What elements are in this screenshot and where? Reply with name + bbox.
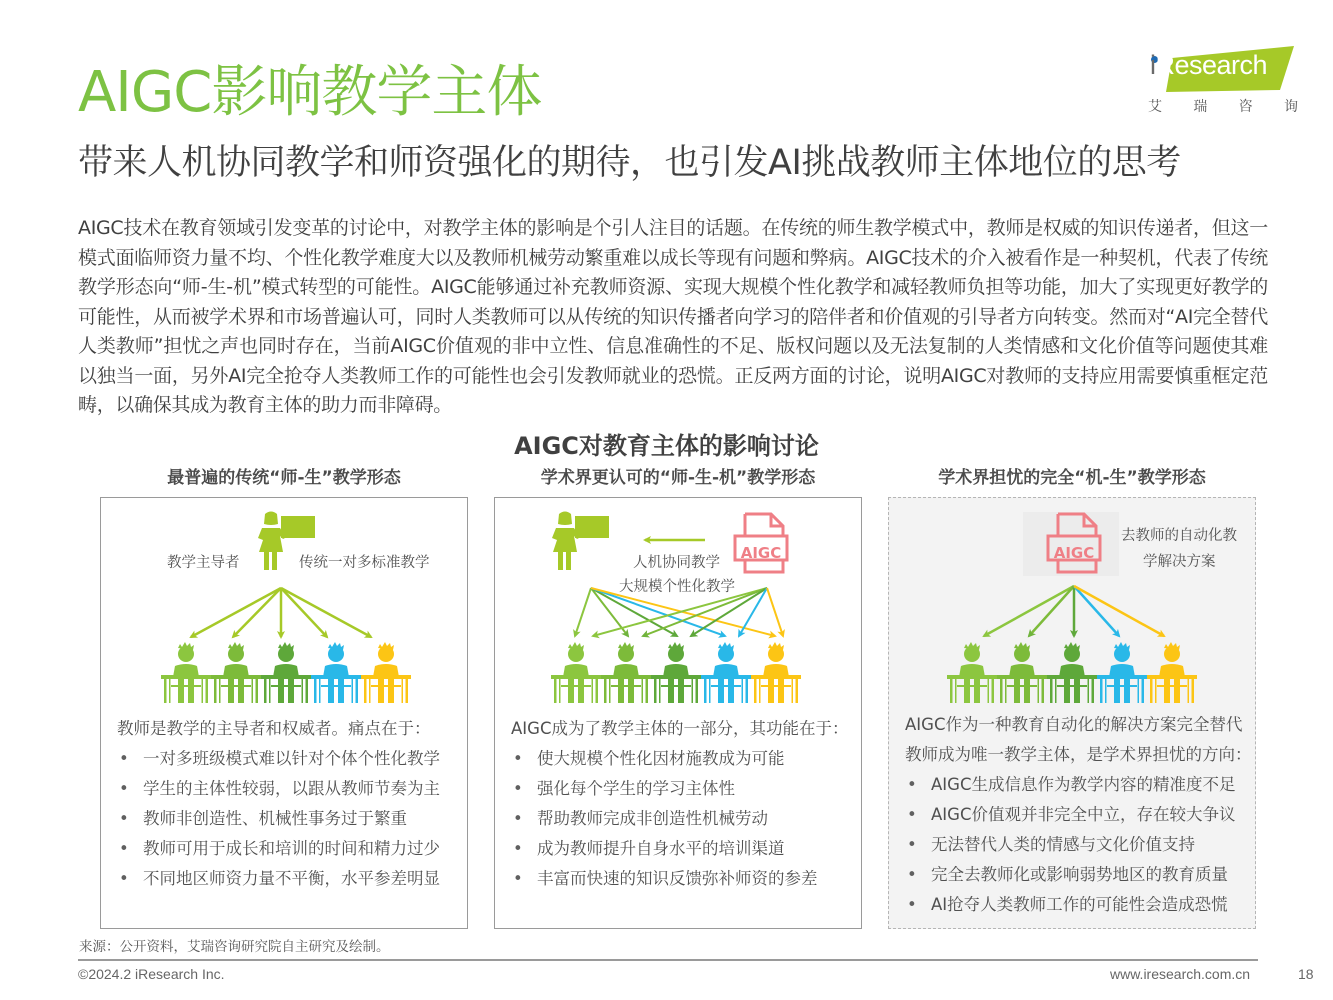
label-automation-line1: 去教师的自动化教 (1121, 528, 1237, 544)
student-icon (1147, 642, 1197, 703)
student-icon (997, 642, 1047, 703)
aigc-icon-label: AIGC (1053, 544, 1095, 562)
list-item: • 教师可用于成长和培训的时间和精力过少 (117, 834, 459, 864)
label-one-to-many: 传统一对多标准教学 (299, 555, 430, 571)
panel-traditional-text (117, 714, 459, 894)
source-note: 来源：公开资料，艾瑞咨询研究院自主研究及绘制。 (79, 939, 390, 955)
student-icon (751, 642, 801, 703)
list-item: • 成为教师提升自身水平的培训渠道 (511, 834, 853, 864)
student-icon (261, 642, 311, 703)
panel-automation-text (905, 710, 1252, 920)
student-icon (211, 642, 261, 703)
logo-chinese (1148, 96, 1298, 116)
logo-cn-char: 咨 (1238, 99, 1253, 115)
intro-paragraph: AIGC技术在教育领域引发变革的讨论中，对教学主体的影响是个引人注目的话题。在传统的师生教学模式中，教师是权威的知识传递者，但这一模式面临师资力量不均、个性化教学难度大以及教师机械劳动繁重难以成长等现有问题和弊病。AIGC技术的介入被看作是一种契机，代表了传统教学形态向“师-生-机”模式转型的可能性。AIGC能够通过补充教师资源、实现大规模个性化教学和减轻教师负担等功能，加大了实现更好教学的可能性，从而被学术界和市场普遍认可，同时人类教师可以从传统的知识传播者向学习的陪伴者和价值观的引导者方向转变。然而对“AI完全替代人类教师”担忧之声也同时存在，当前AIGC价值观的非中立性、信息准确性的不足、版权问题以及无法复制的人类情感和文化价值等问题使其难以独当一面，另外AI完全抢夺人类教师工作的可能性也会引发教师就业的恐慌。正反两方面的讨论，说明AIGC对教师的支持应用需要慎重框定范畴，以确保其成为教育主体的助力而非障碍。 (78, 217, 1268, 416)
section-title: AIGC对教育主体的影响讨论 (514, 432, 819, 460)
panel-traditional (100, 497, 468, 929)
copyright: ©2024.2 iResearch Inc. (78, 966, 225, 982)
page-subtitle: 带来人机协同教学和师资强化的期待，也引发AI挑战教师主体地位的思考 (78, 143, 1181, 183)
list-item: • 教师非创造性、机械性事务过于繁重 (117, 804, 459, 834)
traditional-diagram (101, 498, 469, 708)
panel-intro-line1: AIGC作为一种教育自动化的解决方案完全替代 (905, 715, 1243, 734)
pain-points-list (117, 744, 459, 894)
panel-title-traditional: 最普遍的传统“师-生”教学形态 (167, 468, 401, 488)
logo-cn-char: 艾 (1148, 99, 1162, 115)
list-item: • AIGC价值观并非完全中立，存在较大争议 (905, 800, 1247, 830)
teacher-icon (552, 512, 609, 571)
student-icon (1047, 642, 1097, 703)
student-icon (361, 642, 411, 703)
list-item: • 丰富而快速的知识反馈弥补师资的参差 (511, 864, 853, 894)
list-item: • AIGC生成信息作为教学内容的精准度不足 (905, 770, 1247, 800)
panel-intro: AIGC成为了教学主体的一部分，其功能在于： (511, 719, 849, 738)
panel-intro-line2: 教师成为唯一教学主体，是学术界担忧的方向： (905, 745, 1252, 764)
panel-teacher-student-machine (494, 497, 862, 929)
list-item: • 不同地区师资力量不平衡，水平参差明显 (117, 864, 459, 894)
list-item: • 强化每个学生的学习主体性 (511, 774, 853, 804)
student-icon (551, 642, 601, 703)
list-item: • 学生的主体性较弱，以跟从教师节奏为主 (117, 774, 459, 804)
student-icon (651, 642, 701, 703)
aigc-icon-label: AIGC (740, 544, 782, 562)
concerns-list (905, 770, 1247, 920)
functions-list (511, 744, 853, 894)
student-icon (311, 642, 361, 703)
logo-wordmark (1150, 50, 1267, 81)
panel-machine-student (888, 497, 1256, 929)
panel-title-machine-student: 学术界担忧的完全“机-生”教学形态 (938, 468, 1206, 488)
list-item: • 使大规模个性化因材施教成为可能 (511, 744, 853, 774)
logo-i: i (1150, 50, 1156, 80)
student-icon (161, 642, 211, 703)
logo-cn-char: 瑞 (1193, 99, 1208, 115)
footer-divider (78, 959, 1258, 961)
label-human-machine-collab: 人机协同教学 (633, 555, 720, 571)
label-automation-line2: 学解决方案 (1143, 554, 1216, 570)
page-number: 18 (1298, 966, 1314, 982)
list-item: • 无法替代人类的情感与文化价值支持 (905, 830, 1247, 860)
panel-intro: 教师是教学的主导者和权威者。痛点在于： (117, 719, 431, 738)
hybrid-diagram (495, 498, 863, 708)
logo-cn-char: 询 (1283, 99, 1298, 115)
panel-title-teacher-student-machine: 学术界更认可的“师-生-机”教学形态 (540, 468, 816, 488)
student-icon (1097, 642, 1147, 703)
label-large-scale-personalized: 大规模个性化教学 (619, 579, 735, 595)
list-item: • 一对多班级模式难以针对个体个性化教学 (117, 744, 459, 774)
list-item: • 帮助教师完成非创造性机械劳动 (511, 804, 853, 834)
website-link[interactable]: www.iresearch.com.cn (1110, 966, 1251, 982)
student-icon (601, 642, 651, 703)
aigc-document-icon (735, 514, 787, 572)
student-icon (701, 642, 751, 703)
list-item: • AI抢夺人类教师工作的可能性会造成恐慌 (905, 890, 1247, 920)
student-icon (947, 642, 997, 703)
label-teaching-leader: 教学主导者 (167, 555, 240, 571)
list-item: • 完全去教师化或影响弱势地区的教育质量 (905, 860, 1247, 890)
logo-research: Research (1155, 50, 1268, 80)
page-title: AIGC影响教学主体 (78, 60, 542, 125)
iresearch-logo (1140, 42, 1300, 122)
panel-hybrid-text (511, 714, 853, 894)
